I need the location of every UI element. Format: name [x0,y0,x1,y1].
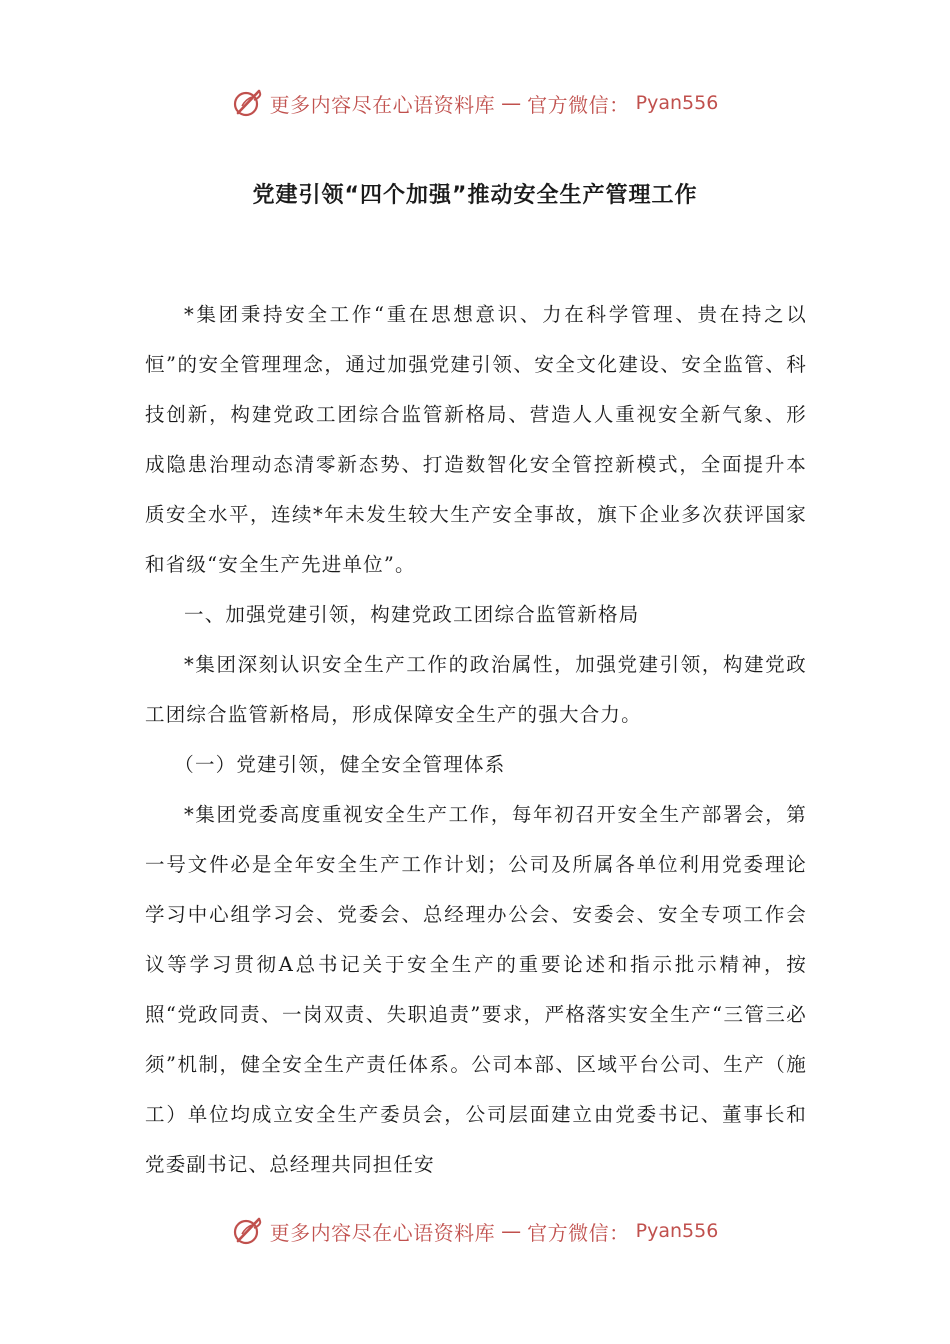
watermark-dash: — [501,91,522,115]
wechat-id: Pyan556 [635,1220,719,1242]
section-1-paragraph: *集团深刻认识安全生产工作的政治属性，加强党建引领，构建党政工团综合监管新格局，形成保障安全生产的强大合力。 [145,653,807,726]
subsection-1-paragraph: *集团党委高度重视安全生产工作，每年初召开安全生产部署会，第一号文件必是全年安全生产工作计划；公司及所属各单位利用党委理论学习中心组学习会、党委会、总经理办公会、安委会、安全专项工作会议等学习贯彻A总书记关于安全生产的重要论述和指示批示精神，按照“党政同责、一岗双责、失职追责”要求，严格落实安全生产“三管三必须”机制，健全安全生产责任体系。公司本部、区域平台公司、生产（施工）单位均成立安全生产委员会，公司层面建立由党委书记、董事长和党委副书记、总经理共同担任安 [145,803,807,1176]
section-heading-1: 一、加强党建引领，构建党政工团综合监管新格局 [184,603,640,626]
quill-pen-logo-icon [232,87,264,119]
document-title: 党建引领“四个加强”推动安全生产管理工作 [252,183,698,208]
wechat-label: 官方微信： [527,1220,630,1245]
intro-paragraph: *集团秉持安全工作“重在思想意识、力在科学管理、贵在持之以恒”的安全管理理念，通过加强党建引领、安全文化建设、安全监管、科技创新，构建党政工团综合监管新格局、营造人人重视安全新气象、形成隐患治理动态清零新态势、打造数智化安全管控新模式，全面提升本质安全水平，连续*年未发生较大生产安全事故，旗下企业多次获评国家和省级“安全生产先进单位”。 [145,303,807,576]
footer-watermark-banner [0,1211,950,1251]
document-body [145,290,807,1190]
header-watermark-banner [0,83,950,123]
watermark-dash: — [501,1219,522,1243]
watermark-text: 更多内容尽在心语资料库 [269,92,496,117]
subsection-heading-1: （一）党建引领，健全安全管理体系 [174,753,506,776]
wechat-label: 官方微信： [527,92,630,117]
watermark-text: 更多内容尽在心语资料库 [269,1220,496,1245]
quill-pen-logo-icon [232,1215,264,1247]
wechat-id: Pyan556 [635,92,719,114]
